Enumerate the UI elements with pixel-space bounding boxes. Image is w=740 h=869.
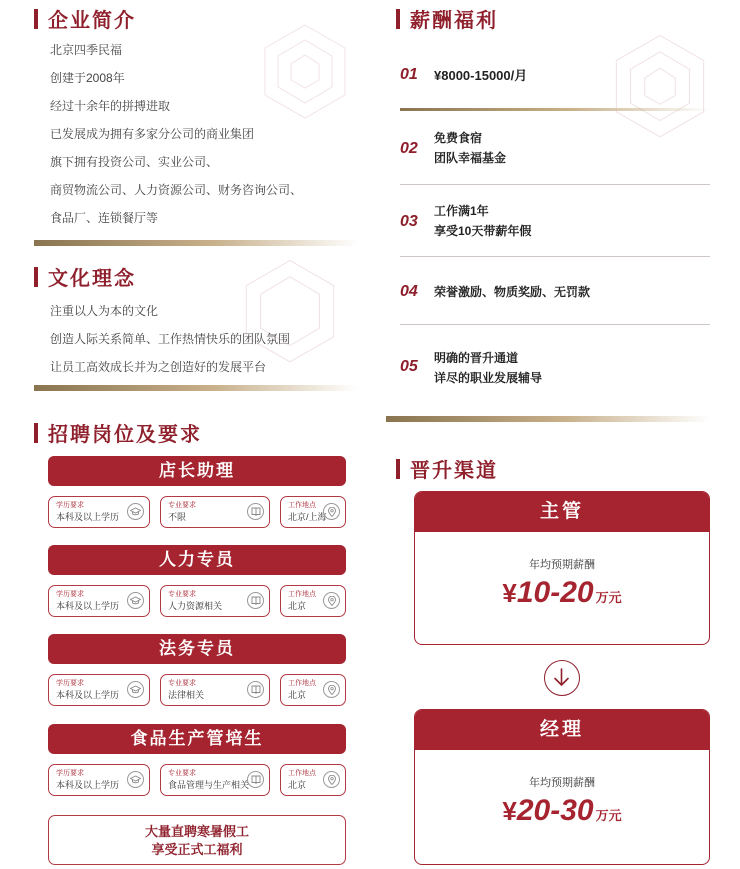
salary-value [415,576,709,610]
job-title: 店长助理 [48,456,346,486]
benefit-line: 明确的晋升通道 [434,351,519,365]
location-requirement [280,496,346,528]
job-card [48,634,346,706]
benefit-line: 工作满1年 [434,204,489,218]
culture-title-text: 文化理念 [48,266,136,290]
promotion-level-title: 主管 [415,492,709,532]
job-title: 人力专员 [48,545,346,575]
location-value: 北京 [288,690,307,700]
title-accent-bar [34,267,38,287]
location-pin-icon [323,592,340,609]
title-accent-bar [34,423,38,443]
culture-list [50,297,290,381]
education-requirement [48,496,150,528]
major-requirement [160,764,270,796]
list-item: 创建于2008年 [50,71,125,85]
education-value: 本科及以上学历 [56,690,120,700]
education-requirement [48,674,150,706]
promotion-title-text: 晋升渠道 [410,458,498,482]
major-label: 专业要求 [168,770,196,777]
education-label: 学历要求 [56,770,84,777]
education-requirement [48,764,150,796]
education-value: 本科及以上学历 [56,601,120,611]
salary-label: 年均预期薪酬 [529,559,595,571]
list-item: 创造人际关系简单、工作热情快乐的团队氛围 [50,332,291,346]
benefit-line: 免费食宿 [434,131,483,145]
benefit-item [400,280,710,310]
location-pin-icon [323,681,340,698]
major-label: 专业要求 [168,680,196,687]
list-item: 商贸物流公司、人力资源公司、财务咨询公司、 [50,183,303,197]
recruit-title-text: 招聘岗位及要求 [48,422,202,446]
currency-symbol: ¥ [502,796,517,826]
education-value: 本科及以上学历 [56,780,120,790]
benefit-line: 团队幸福基金 [434,151,507,165]
location-pin-icon [323,771,340,788]
location-value: 北京 [288,780,307,790]
location-value: 北京 [288,601,307,611]
promotion-card-supervisor [414,491,710,645]
benefit-line: 享受10天带薪年假 [434,224,532,238]
benefit-number: 03 [400,213,418,230]
benefit-divider [400,324,710,325]
book-icon [247,681,264,698]
graduation-cap-icon [127,681,144,698]
book-icon [247,592,264,609]
list-item: 食品厂、连锁餐厅等 [50,211,159,225]
major-label: 专业要求 [168,591,196,598]
list-item: 经过十余年的拼搏进取 [50,99,171,113]
education-value: 本科及以上学历 [56,512,120,522]
major-label: 专业要求 [168,502,196,509]
section-divider [34,385,358,391]
job-card [48,456,346,528]
benefit-number: 05 [400,358,418,375]
location-requirement [280,674,346,706]
location-label: 工作地点 [288,770,316,777]
arrow-down-icon [544,660,580,696]
company-intro-list [50,36,302,232]
location-label: 工作地点 [288,591,316,598]
salary-range: 20-30 [516,794,594,827]
seasonal-hiring-line2: 享受正式工福利 [151,842,243,857]
graduation-cap-icon [127,503,144,520]
education-requirement [48,585,150,617]
major-value: 人力资源相关 [168,601,223,611]
company-title-text: 企业简介 [48,8,136,32]
major-value: 食品管理与生产相关 [168,780,250,790]
major-requirement [160,496,270,528]
location-requirement [280,764,346,796]
location-label: 工作地点 [288,680,316,687]
benefit-divider [400,184,710,185]
promotion-level-title: 经理 [415,710,709,750]
salary-unit: 万元 [595,590,622,605]
salary-range: 10-20 [516,576,594,609]
list-item: 北京四季民福 [50,43,123,57]
benefit-item [400,62,710,92]
job-card [48,545,346,617]
section-divider [34,240,358,246]
job-title: 法务专员 [48,634,346,664]
benefit-number: 02 [400,140,418,157]
salary-label: 年均预期薪酬 [529,777,595,789]
culture-section-title [34,262,136,291]
major-value: 法律相关 [168,690,205,700]
title-accent-bar [396,9,400,29]
list-item: 旗下拥有投资公司、实业公司、 [50,155,219,169]
title-accent-bar [396,459,400,479]
list-item: 注重以人为本的文化 [50,304,159,318]
company-section-title [34,4,136,33]
benefit-line: ¥8000-15000/月 [434,68,528,83]
location-pin-icon [323,503,340,520]
major-value: 不限 [168,512,187,522]
book-icon [247,503,264,520]
promotion-section-title [396,454,498,483]
benefit-line: 荣誉激励、物质奖励、无罚款 [434,285,591,299]
location-requirement [280,585,346,617]
location-label: 工作地点 [288,502,316,509]
benefits-section-title [396,4,498,33]
benefit-item [400,201,710,245]
salary-value [415,794,709,828]
list-item: 已发展成为拥有多家分公司的商业集团 [50,127,255,141]
promotion-card-manager [414,709,710,865]
benefit-number: 04 [400,283,418,300]
benefits-title-text: 薪酬福利 [410,8,498,32]
education-label: 学历要求 [56,591,84,598]
job-card [48,724,346,796]
benefit-item [400,348,710,392]
benefit-divider [400,256,710,257]
section-divider [386,416,710,422]
benefit-line: 详尽的职业发展辅导 [434,371,543,385]
seasonal-hiring-line1: 大量直聘寒暑假工 [144,824,249,839]
list-item: 让员工高效成长并为之创造好的发展平台 [50,360,267,374]
education-label: 学历要求 [56,680,84,687]
major-requirement [160,674,270,706]
major-requirement [160,585,270,617]
benefit-item [400,128,710,172]
benefit-number: 01 [400,66,418,83]
seasonal-hiring-box [48,815,346,865]
salary-unit: 万元 [595,808,622,823]
graduation-cap-icon [127,771,144,788]
book-icon [247,771,264,788]
benefit-divider [400,108,710,111]
title-accent-bar [34,9,38,29]
job-title: 食品生产管培生 [48,724,346,754]
recruit-section-title [34,418,202,447]
location-value: 北京/上海 [288,512,327,522]
graduation-cap-icon [127,592,144,609]
currency-symbol: ¥ [502,578,517,608]
education-label: 学历要求 [56,502,84,509]
